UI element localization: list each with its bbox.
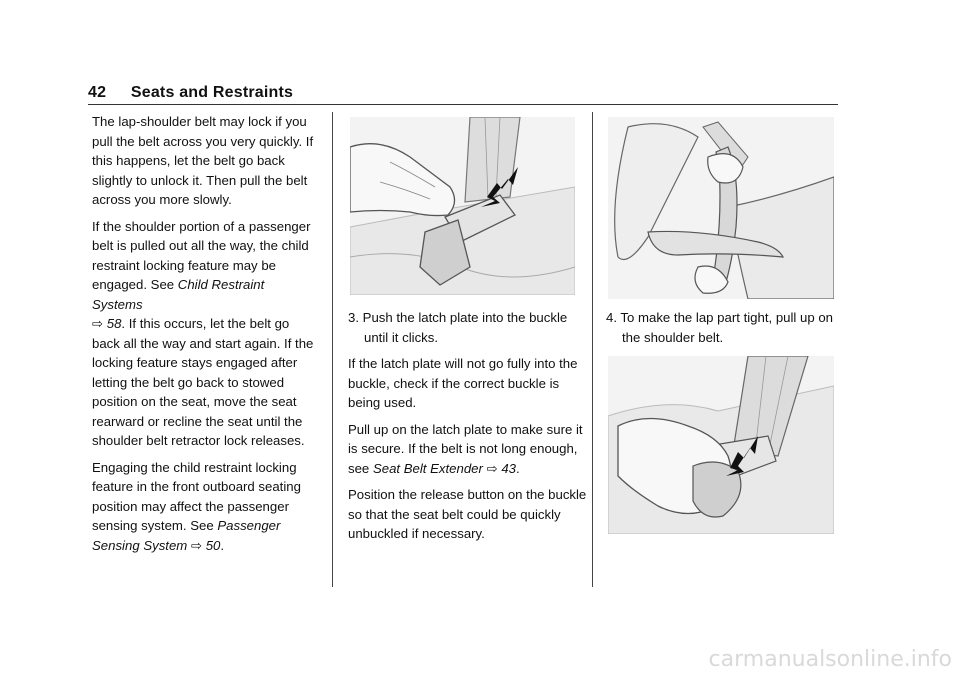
column-2 (348, 308, 588, 551)
page-ref-arrow-icon: ⇨ (486, 460, 498, 476)
illustration-release-button (608, 356, 834, 534)
column-1 (92, 112, 317, 562)
header-rule (88, 104, 838, 105)
page-header (88, 84, 293, 102)
latch-buckle-drawing (350, 117, 575, 295)
step-3: 3. Push the latch plate into the buckle until it clicks. (348, 310, 568, 345)
column-divider (332, 112, 333, 587)
text: . If this occurs, let the belt go back all the way and start again. If the locking feature stays engaged after letting the belt go back to stowed position on the seat, move the seat rearward or recline the seat until the shoulder belt retractor lock releases. (92, 316, 314, 448)
page-ref-50[interactable]: 50 (205, 537, 221, 553)
page-ref-arrow-icon: ⇨ (190, 537, 203, 553)
paragraph-child-restraint (92, 217, 317, 451)
step-4: 4. To make the lap part tight, pull up on the shoulder belt. (606, 310, 834, 345)
text: Pull up on the latch plate to make sure it is secure. If the belt is not long enough, see (348, 421, 583, 476)
illustration-latch-into-buckle (350, 117, 575, 295)
paragraph-passenger-sensing (92, 458, 317, 556)
text: . (220, 537, 225, 553)
step-3-note-release-button: Position the release button on the buckle so that the seat belt could be quickly unbuckled if necessary. (348, 487, 587, 541)
page-ref-arrow-icon: ⇨ (92, 316, 104, 331)
watermark: carmanualsonline.info (708, 647, 952, 672)
release-button-drawing (608, 356, 834, 534)
step-3-note-secure (348, 420, 588, 479)
text: Engaging the child restraint locking feature in the front outboard seating position may affect the passenger sensing system. See (92, 459, 301, 533)
section-title: Seats and Restraints (130, 84, 294, 101)
paragraph-lock-info: The lap-shoulder belt may lock if you pull the belt across you very quickly. If this happens, let the belt go back slightly to unlock it. Then pull the belt across you more slowly. (92, 114, 314, 207)
step-3-note-correct-buckle: If the latch plate will not go fully into the buckle, check if the correct buckle is being used. (348, 356, 578, 410)
link-child-restraint-systems[interactable]: Child Restraint Systems (92, 277, 265, 312)
page-number: 42 (88, 84, 107, 101)
illustration-tighten-lap-belt (608, 117, 834, 299)
text: . (515, 460, 520, 476)
column-3 (606, 308, 838, 354)
link-passenger-sensing-system[interactable]: Passenger Sensing System (92, 518, 281, 553)
column-divider (592, 112, 593, 587)
link-seat-belt-extender[interactable]: Seat Belt Extender (372, 460, 483, 476)
page-ref-43[interactable]: 43 (501, 460, 516, 476)
text: If the shoulder portion of a passenger belt is pulled out all the way, the child restraint locking feature may be engaged. See (92, 218, 311, 292)
tighten-belt-drawing (608, 117, 834, 299)
page-ref-58[interactable]: 58 (106, 316, 122, 331)
